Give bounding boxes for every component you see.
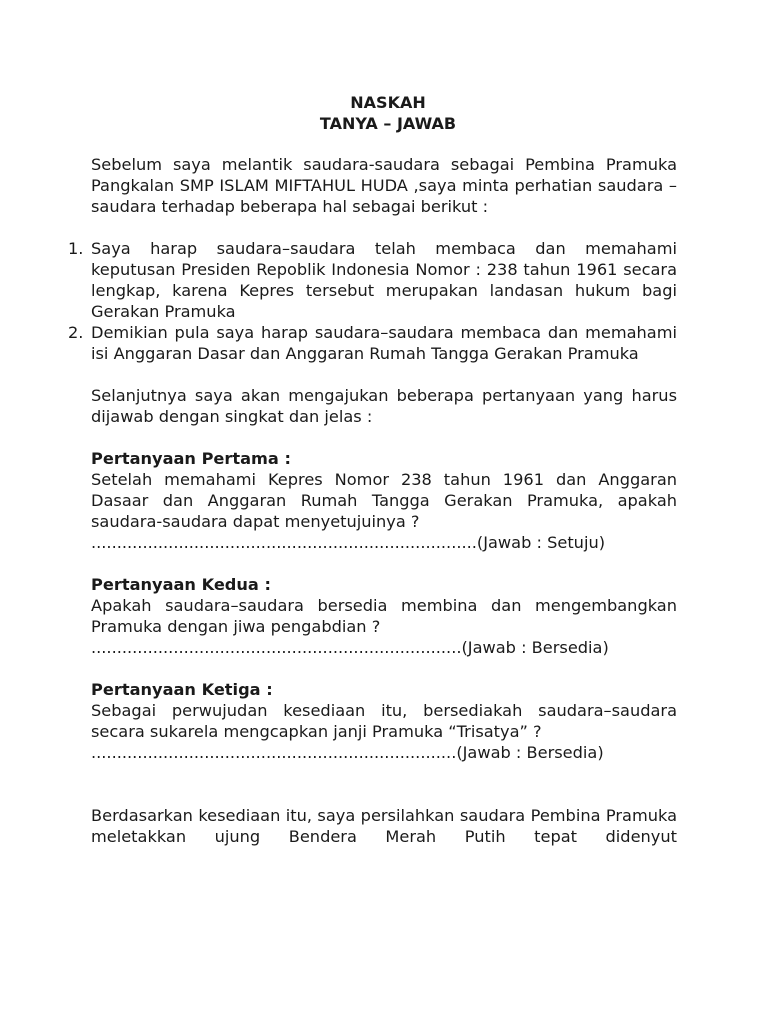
question-heading: Pertanyaan Pertama :	[91, 449, 291, 468]
question-heading: Pertanyaan Kedua :	[91, 575, 271, 594]
question-block	[91, 574, 677, 658]
title-line-1: NASKAH	[350, 93, 426, 112]
answer-line: ........................................................................(Jawab : Bersedia)	[91, 638, 609, 657]
question-text: Setelah memahami Kepres Nomor 238 tahun 1961 dan Anggaran Dasaar dan Anggaran Rumah Tangga Gerakan Pramuka, apakah saudara-saudara dapat menyetujuinya ?	[91, 470, 677, 531]
list-number: 2.	[68, 323, 84, 342]
document-body	[68, 154, 677, 847]
document-title	[0, 92, 768, 134]
question-text: Sebagai perwujudan kesediaan itu, bersediakah saudara–saudara secara sukarela mengcapkan janji Pramuka “Trisatya” ?	[91, 701, 677, 741]
closing-paragraph: Berdasarkan kesediaan itu, saya persilahkan saudara Pembina Pramuka meletakkan ujung Bendera Merah Putih tepat didenyut	[91, 806, 677, 846]
lead-paragraph: Selanjutnya saya akan mengajukan beberapa pertanyaan yang harus dijawab dengan singkat dan jelas :	[91, 386, 677, 426]
list-item	[68, 238, 677, 322]
question-heading: Pertanyaan Ketiga :	[91, 680, 273, 699]
question-block	[91, 679, 677, 763]
list-item	[68, 322, 677, 364]
intro-paragraph: Sebelum saya melantik saudara-saudara sebagai Pembina Pramuka Pangkalan SMP ISLAM MIFTAHUL HUDA ,saya minta perhatian saudara – saudara terhadap beberapa hal sebagai berikut :	[91, 155, 677, 216]
answer-line: ...........................................................................(Jawab : Setuju)	[91, 533, 606, 552]
requirements-list	[68, 238, 677, 364]
title-line-2: TANYA – JAWAB	[319, 114, 457, 133]
list-text: Demikian pula saya harap saudara–saudara membaca dan memahami isi Anggaran Dasar dan Anggaran Rumah Tangga Gerakan Pramuka	[91, 323, 677, 363]
list-number: 1.	[68, 239, 84, 258]
question-text: Apakah saudara–saudara bersedia membina dan mengembangkan Pramuka dengan jiwa pengabdian ?	[91, 596, 677, 636]
list-text: Saya harap saudara–saudara telah membaca dan memahami keputusan Presiden Repoblik Indonesia Nomor : 238 tahun 1961 secara lengkap, karena Kepres tersebut merupakan landasan hukum bagi Gerakan Pramuka	[91, 239, 677, 321]
question-block	[91, 448, 677, 553]
answer-line: .......................................................................(Jawab : Bersedia)	[91, 743, 604, 762]
